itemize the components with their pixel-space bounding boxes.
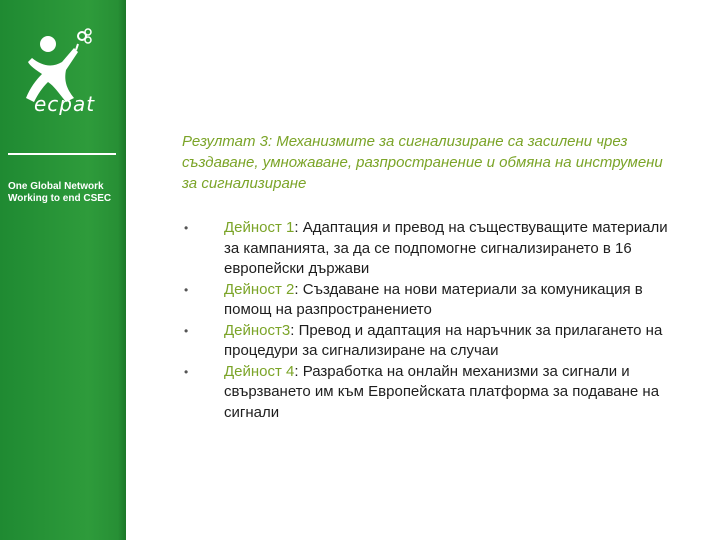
activity-list: [182, 218, 682, 423]
activity-label: Дейност3: [224, 321, 291, 339]
label-separator: :: [294, 280, 303, 298]
activity-text: Превод и адаптация на наръчник за прилагането на процедури за сигнализиране на случаи: [224, 321, 663, 359]
activity-text: Създаване на нови материали за комуникация в помощ на разпространението: [224, 280, 643, 318]
list-item: [182, 362, 682, 424]
label-separator: :: [294, 362, 303, 380]
tagline-line-2: Working to end CSEC: [8, 193, 112, 204]
tagline-line-1: One Global Network: [8, 181, 104, 192]
tagline: [8, 181, 123, 205]
sidebar: [0, 0, 126, 540]
bullet-icon: •: [184, 221, 189, 235]
main-content: [182, 131, 682, 423]
activity-text: Разработка на онлайн механизми за сигнали и свързването им към Европейската платформа за подаване на сигнали: [224, 362, 660, 421]
bullet-icon: •: [184, 282, 189, 297]
label-separator: :: [294, 219, 303, 236]
list-item: [182, 280, 682, 321]
sidebar-edge-shadow: [118, 0, 126, 540]
result-heading: Резултат 3: Механизмите за сигнализиране са засилени чрез създаване, умножаване, разпространение и обмяна на инструмени за сигнализиране: [182, 133, 663, 192]
activity-label: Дейност 4: [224, 362, 295, 380]
activity-label: Дейност 2: [224, 280, 295, 298]
list-item: [182, 218, 682, 280]
activity-text: Адаптация и превод на съществуващите материали за кампанията, за да се подпомогне сигнализирането в 16 европейски държави: [224, 219, 668, 277]
list-item: [182, 321, 682, 362]
label-separator: :: [290, 321, 299, 339]
sidebar-divider: [8, 153, 116, 155]
activity-label: Дейност 1: [224, 219, 295, 236]
logo-wordmark: ecpat: [34, 92, 96, 116]
bullet-icon: •: [184, 364, 189, 379]
bullet-icon: •: [184, 323, 189, 338]
